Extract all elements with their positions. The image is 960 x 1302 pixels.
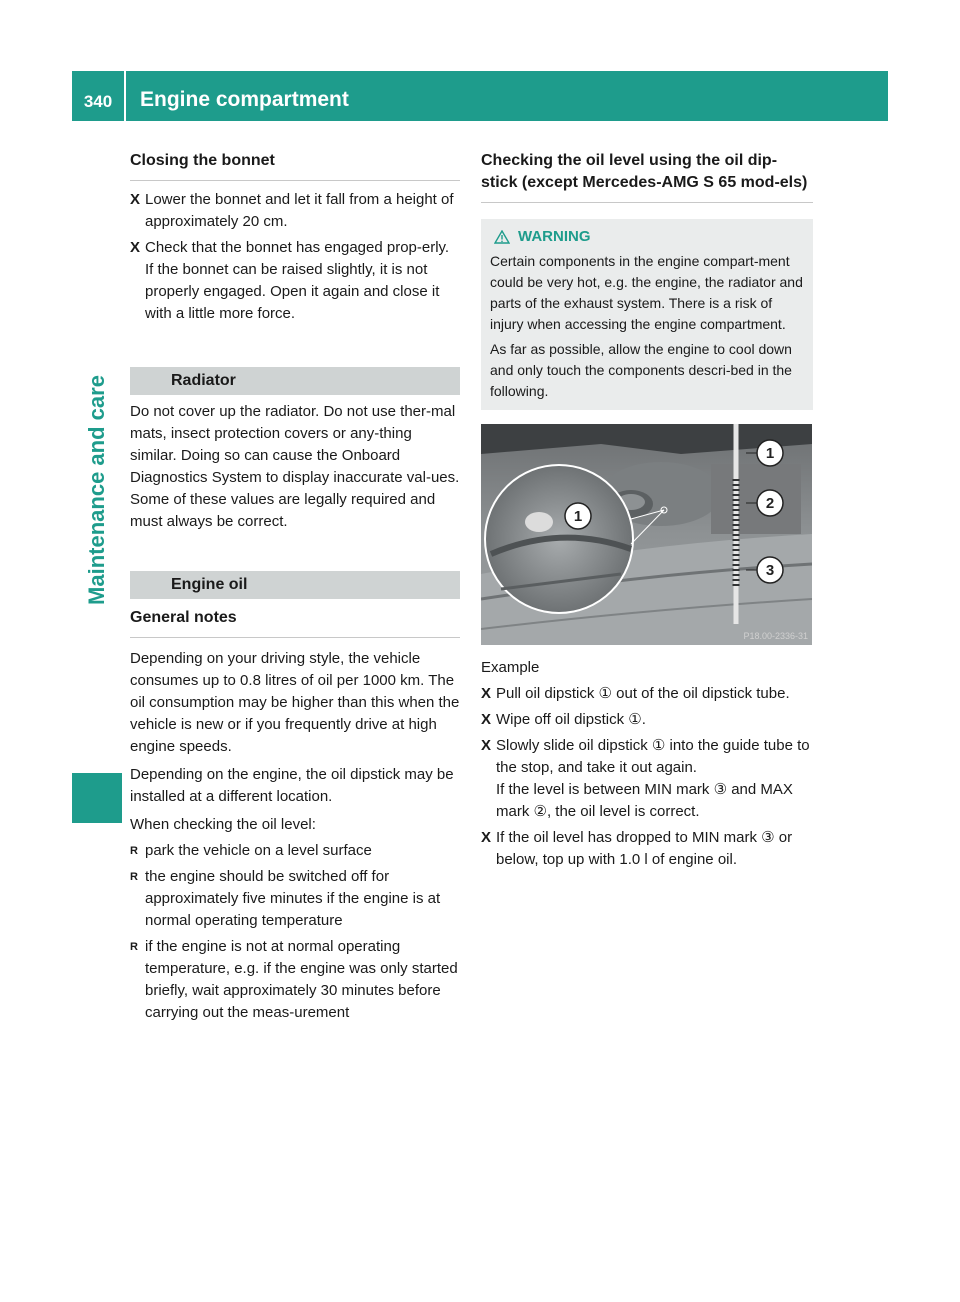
warning-label: WARNING (518, 228, 591, 245)
left-column (130, 150, 460, 1024)
oil-step-4-text-a: If the oil level has dropped to MIN mark (496, 829, 762, 846)
oil-step-3-text-a: Slowly slide oil dipstick (496, 737, 652, 754)
callout-ref-3: ③ (713, 781, 728, 798)
callout-1-large (565, 503, 591, 529)
general-notes-p2: Depending on the engine, the oil dipstick may be installed at a different location. (130, 766, 454, 805)
closing-step-2 (130, 237, 460, 325)
step-marker: X (481, 685, 492, 702)
svg-text:1: 1 (765, 445, 775, 462)
warning-text-2: As far as possible, allow the engine to cool down and only touch the components descri-bed in the following. (490, 341, 792, 399)
bullet-item-2 (130, 866, 460, 932)
closing-note: If the bonnet can be raised slightly, it is not properly engaged. Open it again and close it with a little more force. (145, 261, 440, 322)
callout-ref-3: ③ (761, 829, 775, 846)
callout-ref-1: ① (628, 711, 642, 728)
example-label: Example (481, 659, 540, 676)
closing-step-2-text: Check that the bonnet has engaged prop-erly. (145, 239, 450, 256)
figure-code: P18.00-2336-31 (743, 631, 808, 641)
radiator-heading: Radiator (130, 367, 460, 395)
page-header (72, 71, 888, 121)
warning-triangle-icon (494, 230, 510, 244)
closing-bonnet-heading: Closing the bonnet (130, 150, 460, 181)
callout-ref-2: ② (533, 803, 547, 820)
engine-oil-heading: Engine oil (130, 571, 460, 599)
right-column (481, 150, 813, 871)
note-text-a: If the level is between MIN mark (496, 781, 714, 798)
bullet-item-2-text: the engine should be switched off for approximately five minutes if the engine is at normal operating temperature (145, 868, 441, 929)
bullet-marker: R (130, 941, 138, 953)
oil-step-3-note (496, 779, 813, 823)
engine-compartment-image (481, 424, 812, 645)
general-notes-heading: General notes (130, 607, 460, 638)
callout-ref-1: ① (598, 685, 612, 702)
callout-1 (757, 440, 783, 466)
oil-step-1 (481, 683, 813, 705)
oil-step-2-text-a: Wipe off oil dipstick (496, 711, 629, 728)
step-marker: X (481, 737, 492, 754)
bullet-item-3 (130, 936, 460, 1024)
oil-step-4-text-b: or below, top up with 1.0 l of engine oil. (496, 829, 793, 868)
bullet-marker: R (130, 871, 138, 883)
oil-step-1-text-a: Pull oil dipstick (496, 685, 599, 702)
oil-step-2-text-b: . (641, 711, 646, 728)
step-marker: X (130, 191, 141, 208)
bullet-item-1-text: park the vehicle on a level surface (145, 842, 372, 859)
page-number: 340 (83, 92, 113, 111)
closing-step-1-text: Lower the bonnet and let it fall from a height of approximately 20 cm. (145, 191, 454, 230)
warning-title (494, 226, 803, 247)
callout-2 (757, 490, 783, 516)
oil-step-2 (481, 709, 813, 731)
oil-step-3-text-b: into the guide tube to the stop, and take it out again. (496, 737, 810, 776)
step-marker: X (481, 829, 492, 846)
bullet-item-1 (130, 840, 460, 862)
bullet-item-3-text: if the engine is not at normal operating temperature, e.g. if the engine was only started briefly, wait approximately 30 minutes before carrying out the meas-urement (145, 938, 458, 1021)
step-marker: X (130, 239, 141, 256)
oil-step-1-text-b: out of the oil dipstick tube. (612, 685, 790, 702)
svg-text:3: 3 (765, 562, 775, 579)
section-title: Engine compartment (140, 88, 349, 111)
step-marker: X (481, 711, 492, 728)
closing-step-1 (130, 189, 460, 233)
callout-ref-1: ① (651, 737, 666, 754)
svg-text:1: 1 (573, 508, 583, 525)
svg-text:2: 2 (765, 495, 775, 512)
engine-dipstick-illustration (481, 424, 812, 645)
oil-dipstick-heading: Checking the oil level using the oil dip-stick (except Mercedes-AMG S 65 mod-els) (481, 150, 813, 203)
oil-step-4 (481, 827, 813, 871)
oil-step-3 (481, 735, 813, 823)
callout-3 (757, 557, 783, 583)
note-text-b: and MAX mark (496, 781, 793, 820)
general-notes-p3: When checking the oil level: (130, 816, 316, 833)
note-text-c: , the oil level is correct. (546, 803, 700, 820)
warning-box (481, 219, 813, 410)
warning-text-1: Certain components in the engine compart-ment could be very hot, e.g. the engine, the radiator and parts of the exhaust system. There is a risk of injury when accessing the engine compartment. (490, 253, 803, 332)
bullet-marker: R (130, 845, 138, 857)
radiator-text: Do not cover up the radiator. Do not use ther-mal mats, insect protection covers or any-thing similar. Doing so can cause the Onboard Diagnostics System to display inaccurate val-ues. Some of these values are legally required and must always be correct. (130, 403, 460, 530)
general-notes-p1: Depending on your driving style, the vehicle consumes up to 0.8 litres of oil per 1000 km. The oil consumption may be higher than this when the vehicle is new or if you frequently drive at high engine speeds. (130, 650, 460, 755)
side-tab-label: Maintenance and care (84, 375, 109, 605)
side-tab-marker (72, 773, 122, 823)
